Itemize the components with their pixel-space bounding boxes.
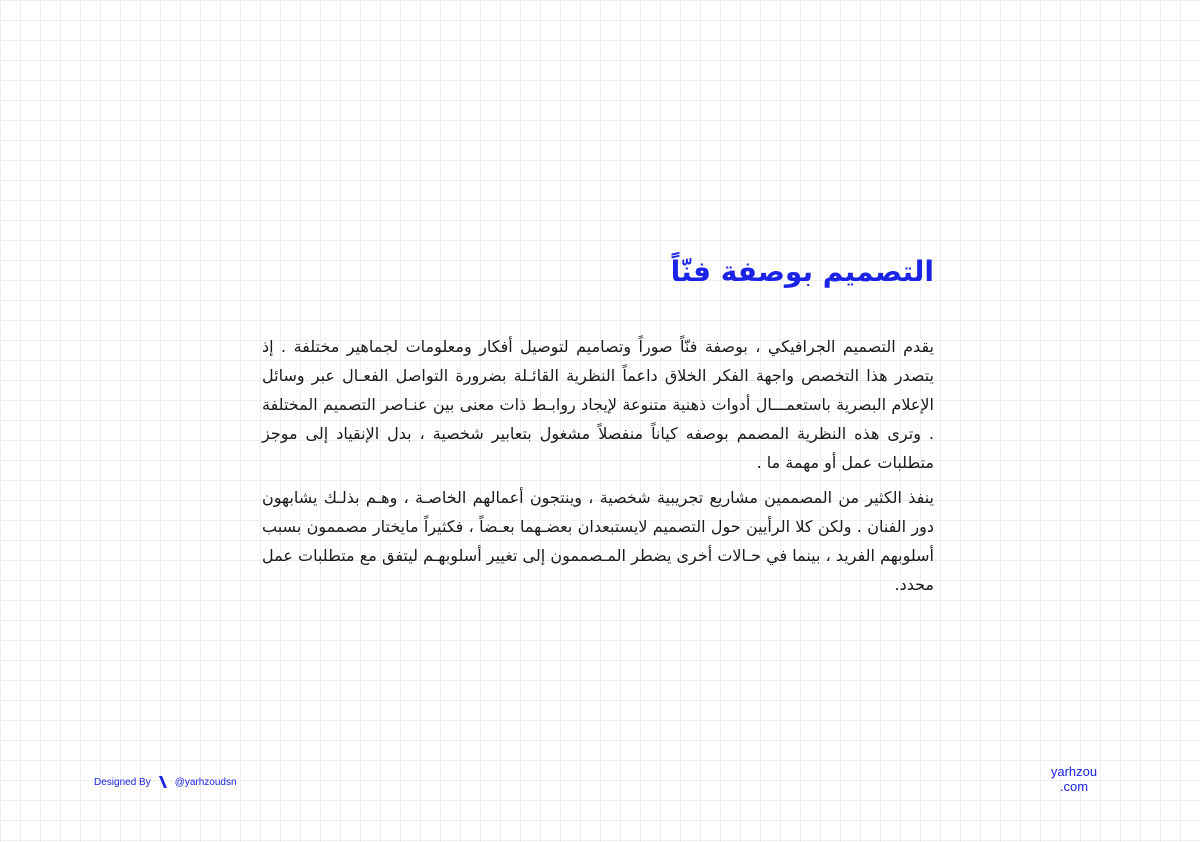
slash-logo-icon	[159, 776, 167, 788]
site-logo	[1040, 764, 1108, 794]
article	[262, 250, 934, 605]
designer-credit	[94, 776, 237, 788]
paragraph-2: ينفذ الكثير من المصممين مشاريع تجريبية شخصية ، وينتجون أعمالهم الخاصـة ، وهـم بذلـك يشابهون دور الفنان . ولكن كلا الرأيين حول التصميم لايستبعدان بعضـهما بعـضاً ، فكثيراً مايختار مصممون بسبب أسلوبهم الفريد ، بينما في حـالات أخرى يضطر المـصممون إلى تغيير أسلوبهـم ليتفق مع متطلبات عمل محدد.	[262, 488, 934, 594]
designer-handle: @yarhzoudsn	[174, 776, 237, 788]
designed-by-label: Designed By	[94, 776, 151, 788]
paragraph-1: يقدم التصميم الجرافيكي ، بوصفة فنّاً صوراً وتصاميم لتوصيل أفكار ومعلومات لجماهير مختلفة . إذ يتصدر هذا التخصص واجهة الفكر الخلاق داعماً النظرية القائـلة بضرورة التواصل الفعـال عبر وسائل الإعلام البصرية باستعمـــال أدوات ذهنية متنوعة لإيجاد روابـط ذات معنى بين عنـاصر التصميم المختلفة . وترى هذه النظرية المصمم بوصفه كياناً منفصلاً مشغول بتعابير شخصية ، بدل الإنقياد إلى موجز متطلبات عمل أو مهمة ما .	[262, 337, 934, 472]
site-name: yarhzou	[1050, 764, 1098, 779]
page-title: التصميم بوصفة فنّاً	[670, 255, 934, 288]
site-tld: .com	[1059, 779, 1089, 794]
